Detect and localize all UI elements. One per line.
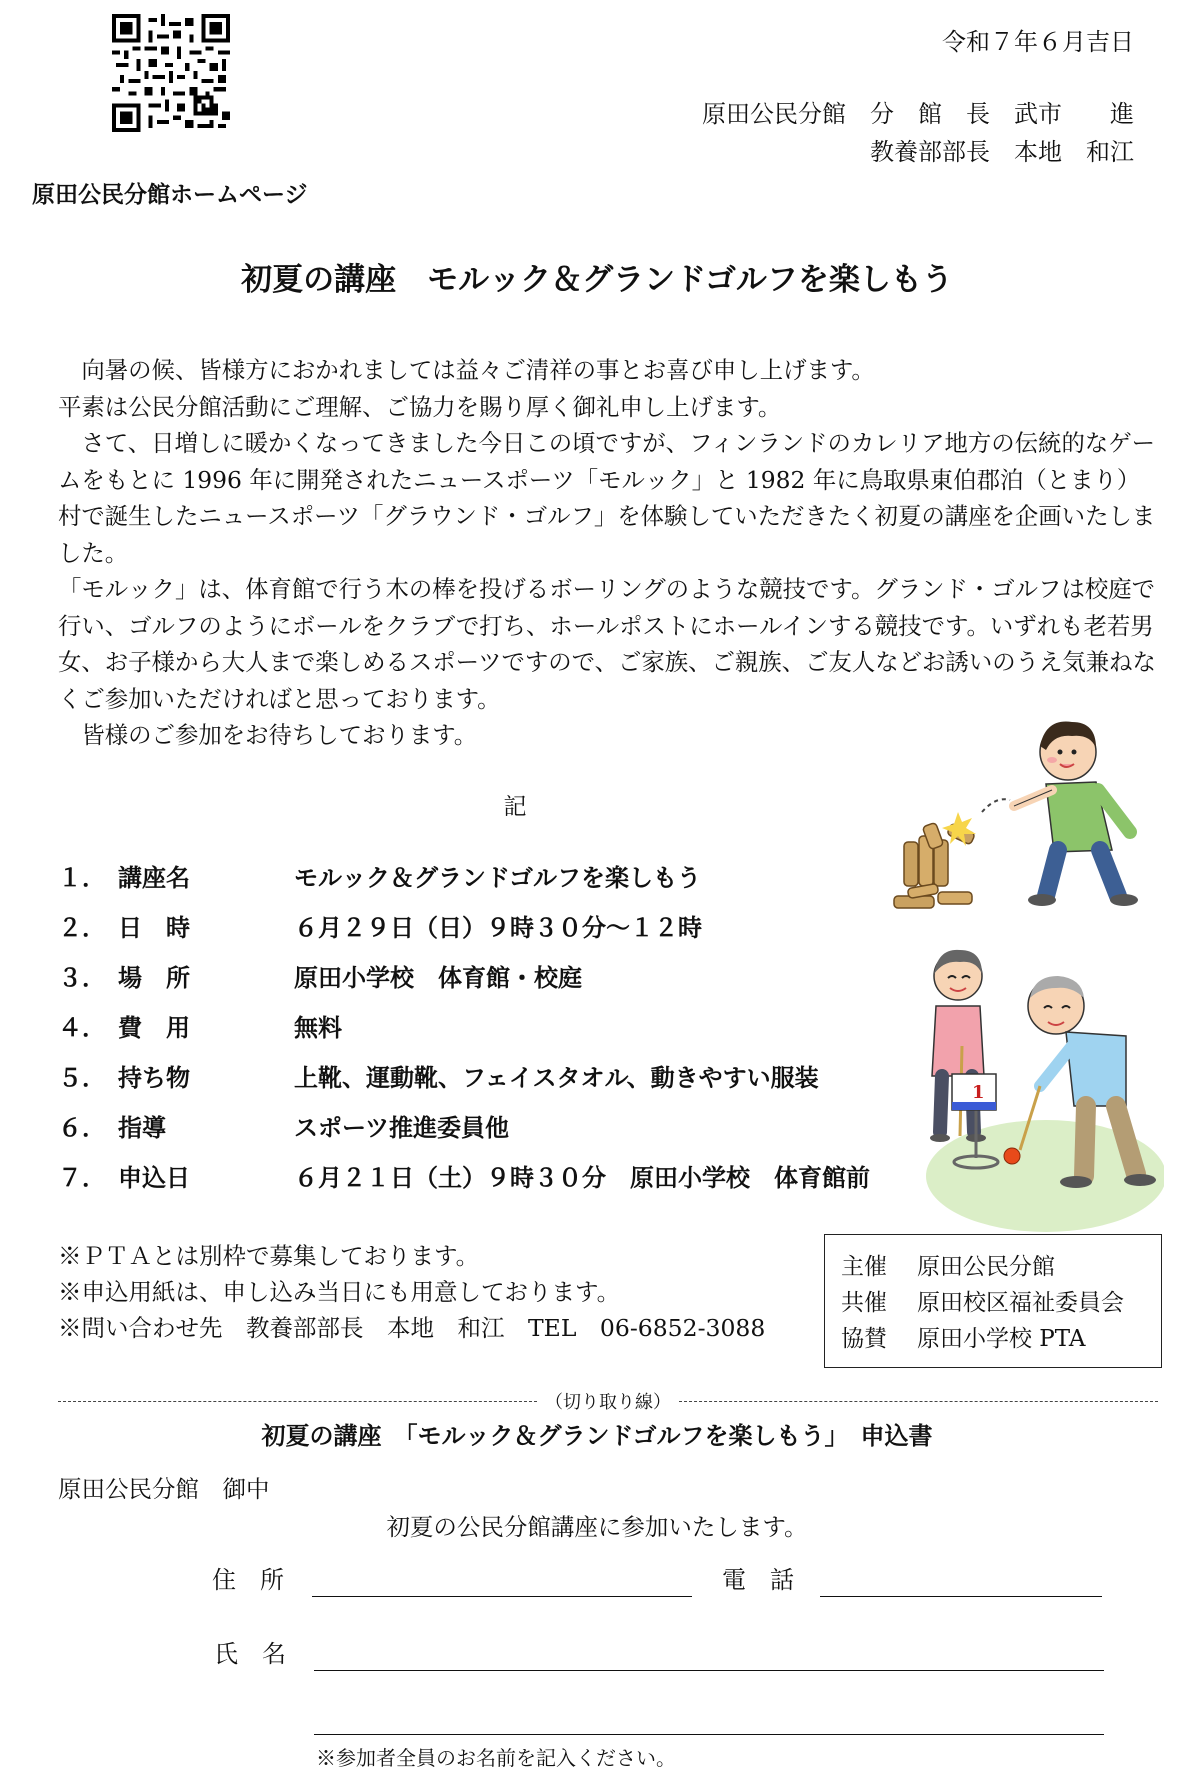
note-line: ※ＰＴＡとは別枠で募集しております。 [58, 1242, 480, 1270]
sponsor-box [824, 1234, 1162, 1368]
name-field-1[interactable] [314, 1670, 1104, 1671]
body-paragraph: さて、日増しに暖かくなってきました今日この頃ですが、フィンランドのカレリア地方の伝統的なゲームをもとに 1996 年に開発されたニュースポーツ「モルック」と 1982 年に鳥取県東伯郡泊（とまり）村で誕生したニュースポーツ「グラウンド・ゴルフ」を体験していただきたく初夏の講座を企画いたしました。 [58, 429, 1156, 567]
organizer-line-1: 原田公民分館 分 館 長 武市 進 [702, 100, 1134, 128]
sponsor-name: 原田校区福祉委員会 [917, 1290, 1124, 1316]
detail-value: ６月２９日（日）９時３０分～１２時 [294, 914, 702, 942]
detail-number: ２． [58, 914, 106, 942]
ki-heading: 記 [503, 794, 527, 820]
cut-label: （切り取り線） [545, 1392, 671, 1413]
sponsor-name: 原田小学校 PTA [917, 1326, 1086, 1352]
detail-label: 日 時 [118, 914, 190, 942]
phone-field[interactable] [820, 1596, 1102, 1597]
detail-item [58, 1058, 819, 1092]
address-label: 住 所 [212, 1566, 284, 1594]
note-line: ※申込用紙は、申し込み当日にも用意しております。 [58, 1278, 621, 1306]
form-subtitle: 初夏の公民分館講座に参加いたします。 [386, 1513, 808, 1541]
detail-value: 上靴、運動靴、フェイスタオル、動きやすい服装 [294, 1064, 819, 1092]
flag-number: 1 [972, 1082, 985, 1103]
detail-number: ４． [58, 1014, 106, 1042]
form-addressee: 原田公民分館 御中 [58, 1475, 270, 1503]
detail-item [58, 1108, 509, 1142]
detail-number: ３． [58, 964, 106, 992]
detail-item [58, 1008, 342, 1042]
body-paragraph: 平素は公民分館活動にご理解、ご協力を賜り厚く御礼申し上げます。 [58, 392, 782, 421]
sponsor-row [841, 1285, 1161, 1321]
sponsor-role: 協賛 [841, 1326, 887, 1352]
detail-label: 費 用 [118, 1014, 190, 1042]
homepage-label: 原田公民分館ホームページ [32, 182, 308, 208]
body-text [58, 352, 1158, 754]
sponsor-name: 原田公民分館 [917, 1254, 1055, 1280]
cut-dash [679, 1401, 1158, 1402]
detail-item [58, 858, 701, 892]
notes [58, 1238, 765, 1346]
detail-number: ５． [58, 1064, 106, 1092]
issue-date: 令和７年６月吉日 [942, 28, 1134, 56]
address-field[interactable] [312, 1596, 692, 1597]
sponsor-row [841, 1321, 1161, 1357]
sponsor-role: 主催 [841, 1254, 887, 1280]
cut-line [58, 1388, 1158, 1414]
detail-item [58, 908, 702, 942]
body-paragraph: 皆様のご参加をお待ちしております。 [58, 721, 478, 749]
detail-value: モルック＆グランドゴルフを楽しもう [294, 864, 702, 892]
detail-label: 指導 [118, 1114, 166, 1142]
detail-label: 申込日 [118, 1164, 190, 1192]
note-line: ※問い合わせ先 教養部部長 本地 和江 TEL 06-6852-3088 [58, 1314, 766, 1342]
page-title: 初夏の講座 モルック＆グランドゴルフを楽しもう [241, 262, 953, 298]
detail-number: ６． [58, 1114, 106, 1142]
detail-value: 無料 [294, 1014, 342, 1042]
detail-number: ７． [58, 1164, 106, 1192]
detail-label: 持ち物 [118, 1064, 190, 1092]
body-paragraph: 向暑の候、皆様方におかれましては益々ご清祥の事とお喜び申し上げます。 [58, 356, 875, 384]
name-field-2[interactable] [314, 1734, 1104, 1735]
phone-label: 電 話 [722, 1566, 794, 1594]
detail-value: ６月２１日（土）９時３０分 原田小学校 体育館前 [294, 1164, 870, 1192]
detail-number: １． [58, 864, 106, 892]
sponsor-row [841, 1249, 1161, 1285]
cut-dash [58, 1401, 537, 1402]
detail-value: 原田小学校 体育館・校庭 [294, 964, 582, 992]
sponsor-role: 共催 [841, 1290, 887, 1316]
molkky-player-illustration [886, 700, 1146, 910]
qr-code[interactable] [112, 14, 230, 132]
detail-label: 講座名 [118, 864, 190, 892]
organizer-line-2: 教養部部長 本地 和江 [870, 138, 1134, 166]
detail-value: スポーツ推進委員他 [294, 1114, 510, 1142]
detail-label: 場 所 [118, 964, 190, 992]
name-label: 氏 名 [214, 1640, 286, 1668]
detail-item [58, 1158, 870, 1192]
body-paragraph: 「モルック」は、体育館で行う木の棒を投げるボーリングのような競技です。グランド・ゴルフは校庭で行い、ゴルフのようにボールをクラブで打ち、ホールポストにホールインする競技です。いずれも老若男女、お子様から大人まで楽しめるスポーツですので、ご家族、ご親族、ご友人などお誘いのうえ気兼ねなくご参加いただければと思っております。 [58, 575, 1156, 713]
form-title: 初夏の講座 「モルック＆グランドゴルフを楽しもう」 申込書 [261, 1422, 933, 1450]
detail-item [58, 958, 582, 992]
form-note: ※参加者全員のお名前を記入ください。 [316, 1746, 676, 1770]
ground-golf-illustration [916, 936, 1164, 1236]
